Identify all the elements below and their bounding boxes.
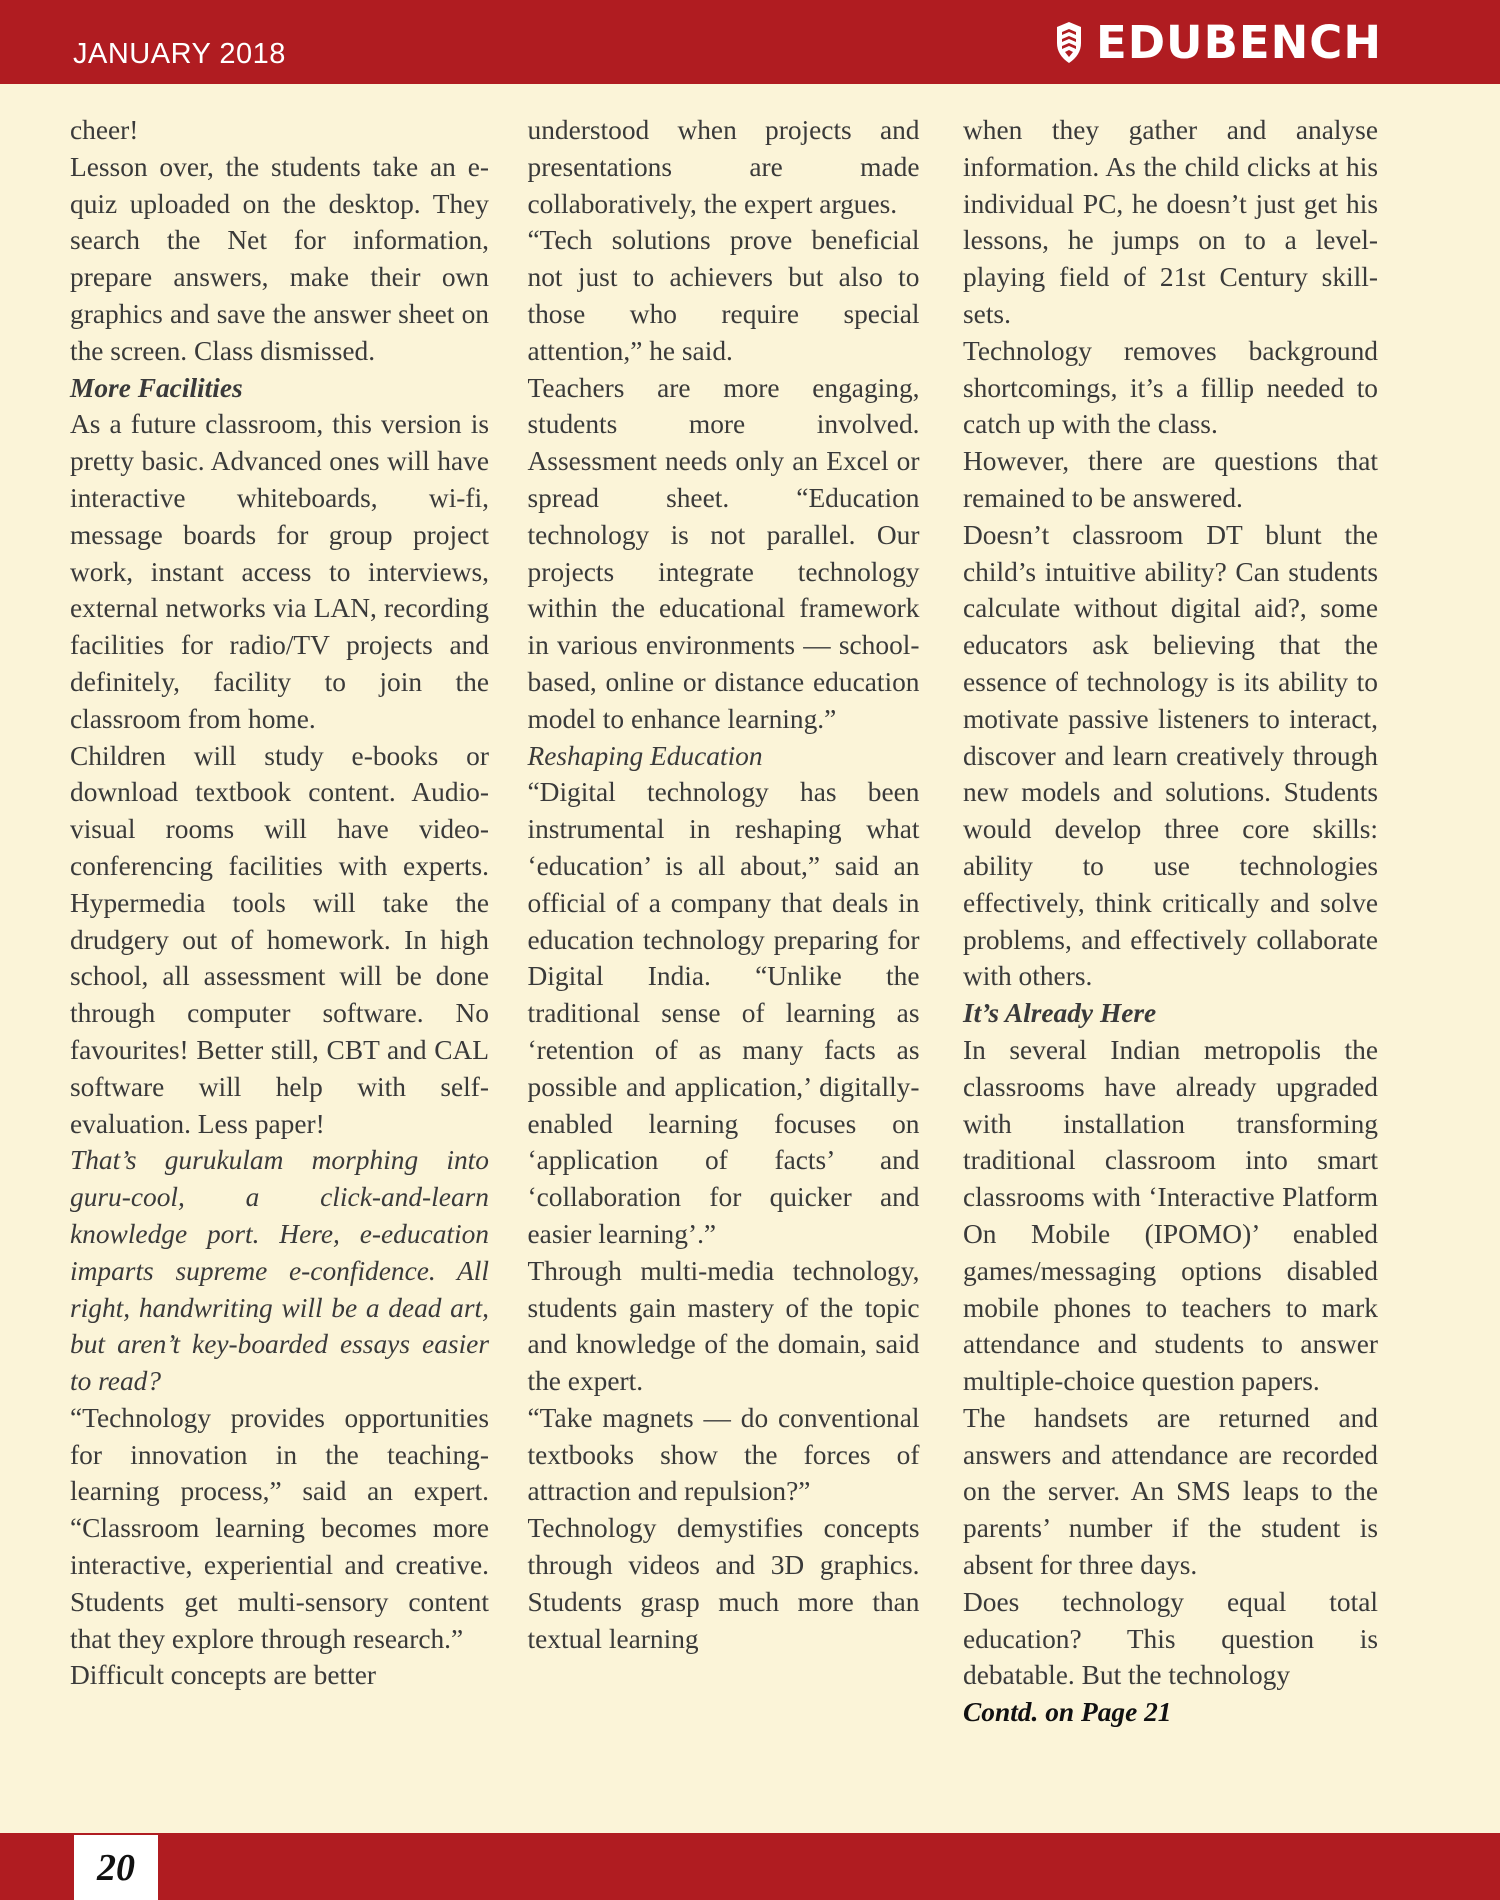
paragraph: Difficult concepts are better xyxy=(70,1660,376,1691)
brand-name: EDUBENCH xyxy=(1095,16,1382,69)
paragraph: Doesn’t classroom DT blunt the child’s intuitive ability? Can students calculate without digital aid?, some educators ask believing that the essence of technology is its ability to motivate passive listeners to interact, discover and learn creatively through new models and solutions. Students would develop three core skills: ability to use technologies effectively, think critically and solve problems, and effectively collaborate with others. xyxy=(963,519,1378,992)
paragraph: Does technology equal total education? This question is debatable. But the technology xyxy=(963,1586,1378,1691)
shield-logo-icon xyxy=(1054,21,1084,65)
continued-note: Contd. on Page 21 xyxy=(963,1697,1172,1728)
paragraph: Teachers are more engaging, students more involved. Assessment needs only an Excel or spread sheet. “Education technology is not parallel. Our projects integrate technology within the educational framework in various environments — school-based, online or distance education model to enhance learning.” xyxy=(527,372,920,734)
paragraph: Technology demystifies concepts through videos and 3D graphics. Students grasp much more than textual learning xyxy=(527,1513,920,1654)
section-heading: Reshaping Education xyxy=(527,740,763,771)
footer-bar xyxy=(0,1833,1500,1900)
section-heading: More Facilities xyxy=(70,372,243,403)
section-heading: It’s Already Here xyxy=(963,998,1157,1029)
column-1 xyxy=(70,112,489,1812)
paragraph: “Digital technology has been instrumental in reshaping what ‘education’ is all about,” said an official of a company that deals in education technology preparing for Digital India. “Unlike the traditional sense of learning as ‘retention of as many facts as possible and application,’ digitally-enabled learning focuses on ‘application of facts’ and ‘collaboration for quicker and easier learning’.” xyxy=(527,777,920,1249)
column-2 xyxy=(528,112,920,1812)
paragraph: Technology removes background shortcomings, it’s a fillip needed to catch up with the class. xyxy=(963,335,1378,440)
paragraph: The handsets are returned and answers and attendance are recorded on the server. An SMS leaps to the parents’ number if the student is absent for three days. xyxy=(963,1402,1378,1581)
brand-logo xyxy=(1054,16,1382,69)
paragraph: Through multi-media technology, students gain mastery of the topic and knowledge of the domain, said the expert. xyxy=(527,1255,920,1397)
header-bar xyxy=(0,0,1500,84)
paragraph: Lesson over, the students take an e-quiz uploaded on the desktop. They search the Net for information, prepare answers, make their own graphics and save the answer sheet on the screen. Class dismissed. xyxy=(70,151,489,366)
article-body xyxy=(70,112,1378,1812)
paragraph: “Take magnets — do conventional textbooks show the forces of attraction and repulsion?” xyxy=(527,1402,920,1507)
paragraph: Children will study e-books or download textbook content. Audio-visual rooms will have video-conferencing facilities with experts. Hypermedia tools will take the drudgery out of homework. In high school, all assessment will be done through computer software. No favourites! Better still, CBT and CAL software will help with self-evaluation. Less paper! xyxy=(70,740,489,1139)
paragraph: As a future classroom, this version is pretty basic. Advanced ones will have interactive whiteboards, wi-fi, message boards for group project work, instant access to interviews, external networks via LAN, recording facilities for radio/TV projects and definitely, facility to join the classroom from home. xyxy=(70,409,489,734)
paragraph: “Technology provides opportunities for innovation in the teaching-learning process,” said an expert. “Classroom learning becomes more interactive, experiential and creative. Students get multi-sensory content that they explore through research.” xyxy=(70,1402,489,1654)
paragraph: cheer! xyxy=(70,115,139,145)
paragraph: In several Indian metropolis the classrooms have already upgraded with installation transforming traditional classroom into smart classrooms with ‘Interactive Platform On Mobile (IPOMO)’ enabled games/messaging options disabled mobile phones to teachers to mark attendance and students to answer multiple-choice question papers. xyxy=(963,1034,1378,1397)
paragraph: understood when projects and presentations are made collaboratively, the expert argues. xyxy=(527,115,920,219)
paragraph: “Tech solutions prove beneficial not just to achievers but also to those who require special attention,” he said. xyxy=(527,225,920,366)
italic-paragraph: That’s gurukulam morphing into guru-cool, a click-and-learn knowledge port. Here, e-education imparts supreme e-confidence. All right, handwriting will be a dead art, but aren’t key-boarded essays easier to read? xyxy=(70,1145,489,1397)
paragraph: However, there are questions that remained to be answered. xyxy=(963,446,1378,513)
page-number: 20 xyxy=(74,1835,158,1900)
column-3 xyxy=(963,112,1378,1812)
issue-date: JANUARY 2018 xyxy=(73,38,286,70)
paragraph: when they gather and analyse information. As the child clicks at his individual PC, he doesn’t just get his lessons, he jumps on to a level-playing field of 21st Century skill-sets. xyxy=(963,115,1378,329)
